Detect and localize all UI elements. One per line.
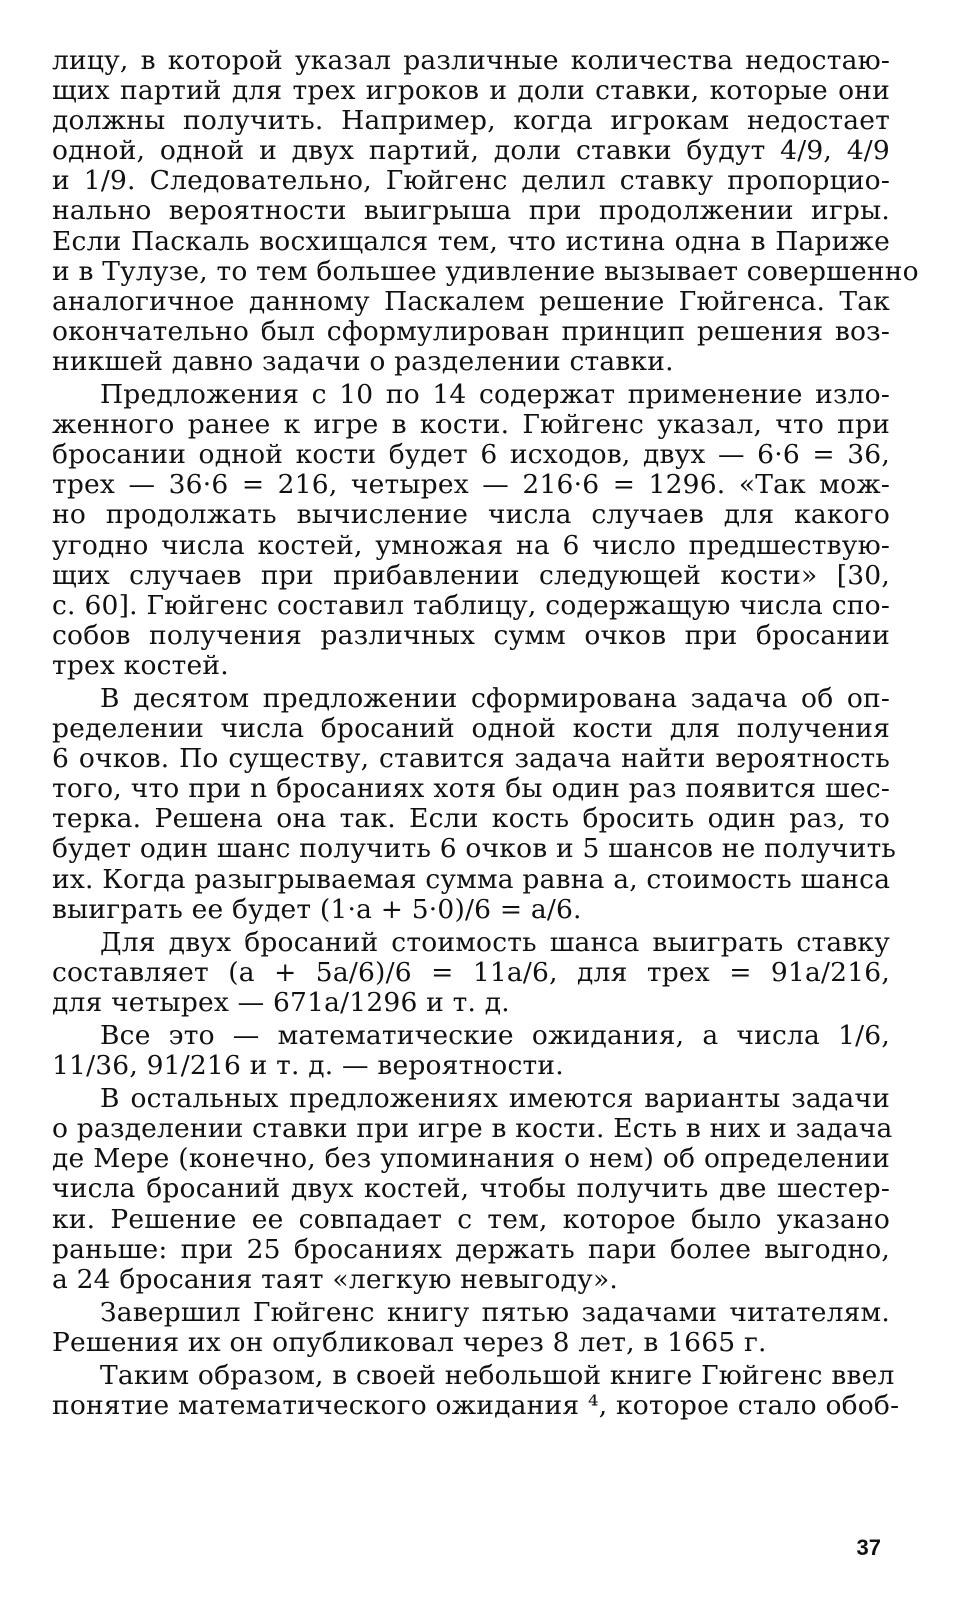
text-line: Если Паскаль восхищался тем, что истина одна в Париже (52, 225, 890, 257)
text-line: должны получить. Например, когда игрокам недостает (52, 105, 890, 137)
text-line: о разделении ставки при игре в кости. Есть в них и задача (52, 1113, 893, 1145)
text-line: одной, одной и двух партий, доли ставки будут 4/9, 4/9 (52, 135, 890, 167)
text-line: и 1/9. Следовательно, Гюйгенс делил ставку пропорцио- (52, 165, 890, 197)
text-line: В остальных предложениях имеются варианты задачи (100, 1083, 890, 1115)
text-line: Таким образом, в своей небольшой книге Гюйгенс ввел (100, 1360, 895, 1392)
text-line: того, что при n бросаниях хотя бы один раз появится шес- (52, 773, 890, 805)
paragraph (52, 1083, 893, 1295)
page-number: 37 (856, 1535, 881, 1560)
paragraph (52, 45, 919, 377)
text-line: Предложения с 10 по 14 содержат применение изло- (100, 379, 890, 411)
text-line: бросании одной кости будет 6 исходов, двух — 6·6 = 36, (52, 439, 890, 471)
paragraph (52, 928, 890, 1018)
text-line: составляет (a + 5a/6)/6 = 11a/6, для трех = 91a/216, (52, 956, 890, 988)
text-line: Все это — математические ожидания, а числа 1/6, (100, 1020, 890, 1051)
text-line: аналогичное данному Паскалем решение Гюйгенса. Так (52, 285, 890, 317)
text-line: де Мере (конечно, без упоминания о нем) об определении (52, 1143, 890, 1175)
text-line: Для двух бросаний стоимость шанса выиграть ставку (100, 926, 890, 958)
text-line: трех костей. (52, 649, 229, 681)
text-line: но продолжать вычисление числа случаев для какого (52, 499, 890, 531)
text-line: В десятом предложении сформирована задача об оп- (100, 682, 890, 714)
text-line: ки. Решение ее совпадает с тем, которое было указано (52, 1203, 890, 1235)
text-line: никшей давно задачи о разделении ставки. (52, 345, 674, 377)
text-line: их. Когда разыгрываемая сумма равна a, стоимость шанса (52, 863, 891, 895)
text-line: 6 очков. По существу, ставится задача найти вероятность (52, 743, 890, 775)
text-line: лицу, в которой указал различные количества недостаю- (52, 45, 890, 76)
paragraph (52, 682, 897, 925)
text-line: раньше: при 25 бросаниях держать пари более выгодно, (52, 1233, 890, 1265)
text-line: окончательно был сформулирован принцип решения воз- (52, 315, 890, 347)
text-line: собов получения различных сумм очков при бросании (52, 619, 890, 651)
text-line: Решения их он опубликовал через 8 лет, в 1665 г. (52, 1326, 767, 1358)
paragraph (52, 1021, 890, 1081)
text-line: нально вероятности выигрыша при продолжении игры. (52, 195, 890, 227)
text-line: а 24 бросания таят «легкую невыгоду». (52, 1263, 619, 1295)
paragraph (52, 380, 890, 681)
text-line: и в Тулузе, то тем большее удивление вызывает совершенно (52, 255, 919, 287)
text-line: трех — 36·6 = 216, четырех — 216·6 = 1296. «Так мож- (52, 469, 890, 501)
text-line: выиграть ее будет (1·a + 5·0)/6 = a/6. (52, 893, 582, 925)
text-line: числа бросаний двух костей, чтобы получить две шестер- (52, 1173, 890, 1205)
text-line: ределении числа бросаний одной кости для получения (52, 713, 890, 745)
text-line: понятие математического ожидания ⁴, которое стало обоб- (52, 1390, 900, 1422)
page-body (52, 45, 919, 1422)
paragraph (52, 1360, 900, 1422)
text-line: для четырех — 671a/1296 и т. д. (52, 986, 510, 1018)
text-line: с. 60]. Гюйгенс составил таблицу, содержащую числа спо- (52, 589, 890, 621)
text-line: щих случаев при прибавлении следующей кости» [30, (52, 559, 890, 591)
text-line: 11/36, 91/216 и т. д. — вероятности. (52, 1050, 564, 1082)
text-line: щих партий для трех игроков и доли ставки, которые они (52, 75, 890, 107)
text-line: терка. Решена она так. Если кость бросить один раз, то (52, 803, 890, 835)
text-line: женного ранее к игре в кости. Гюйгенс указал, что при (52, 409, 890, 441)
text-line: угодно числа костей, умножая на 6 число предшествую- (52, 529, 890, 561)
text-line: будет один шанс получить 6 очков и 5 шансов не получить (52, 833, 897, 865)
paragraph (52, 1298, 890, 1358)
text-line: Завершил Гюйгенс книгу пятью задачами читателям. (100, 1296, 890, 1328)
